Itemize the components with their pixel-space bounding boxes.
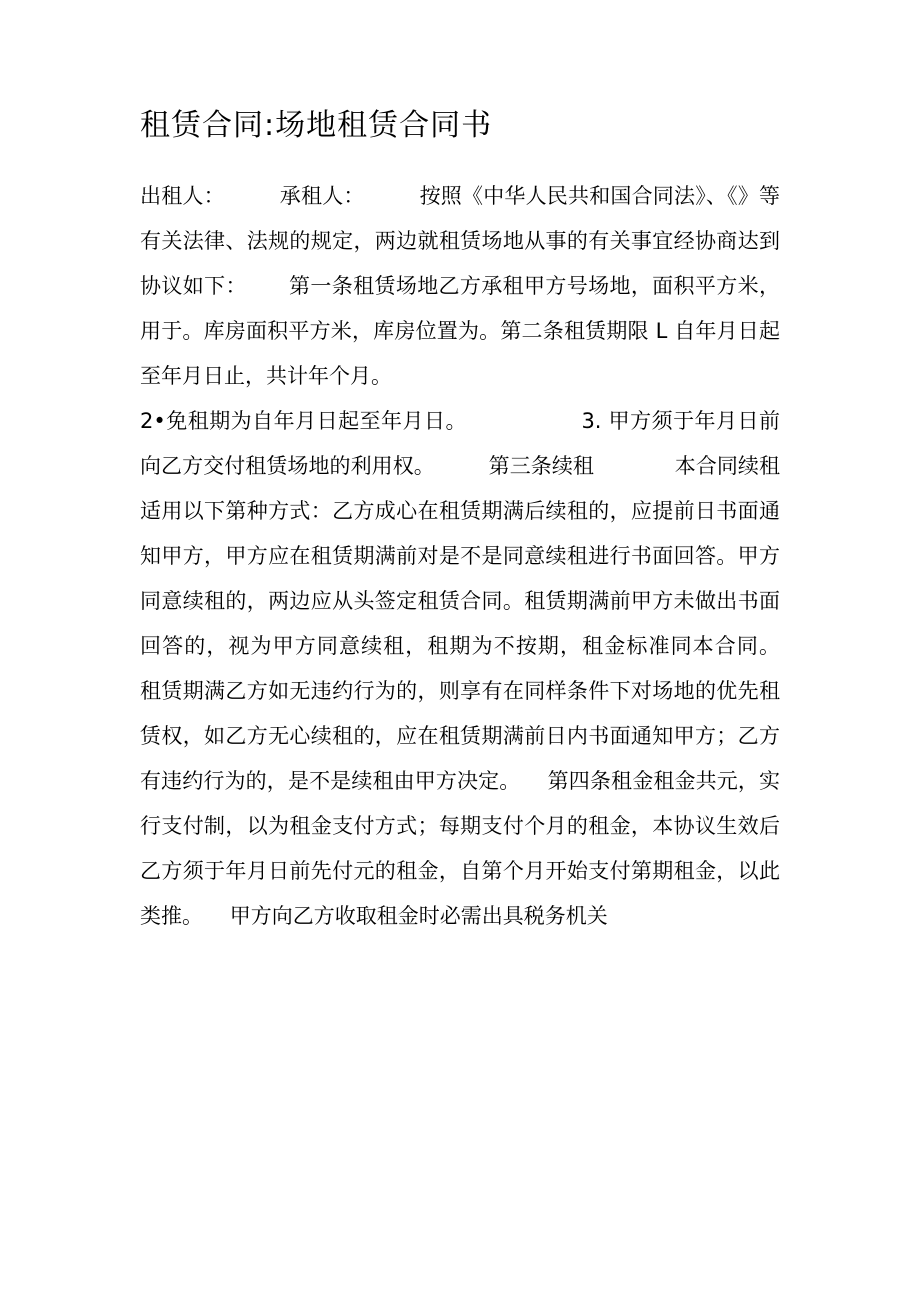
paragraph-1: 出租人： 承租人： 按照《中华人民共和国合同法》、《》等有关法律、法规的规定，两边就租赁场地从事的有关事宜经协商达到协议如下： 第一条租赁场地乙方承租甲方号场地，面积平方米，用于。库房面积平方米，库房位置为。第二条租赁期限 L 自年月日起至年月日止，共计年个月。 — [140, 184, 780, 388]
page-title: 租赁合同:场地租赁合同书 — [140, 108, 493, 143]
document-body — [140, 104, 914, 939]
paragraph-2: 2•免租期为自年月日起至年月日。 3. 甲方须于年月日前向乙方交付租赁场地的利用权。 第三条续租 本合同续租适用以下第种方式：乙方成心在租赁期满后续租的，应提前日书面通知甲方，甲方应在租赁期满前对是不是同意续租进行书面回答。甲方同意续租的，两边应从头签定租赁合同。租赁期满前甲方未做出书面回答的，视为甲方同意续租，租期为不按期，租金标准同本合同。 租赁期满乙方如无违约行为的，则享有在同样条件下对场地的优先租赁权，如乙方无心续租的，应在租赁期满前日内书面通知甲方；乙方有违约行为的，是不是续租由甲方决定。 第四条租金租金共元，实行支付制，以为租金支付方式；每期支付个月的租金，本协议生效后乙方须于年月日前先付元的租金，自第个月开始支付第期租金，以此类推。 甲方向乙方收取租金时必需出具税务机关 — [140, 409, 914, 928]
